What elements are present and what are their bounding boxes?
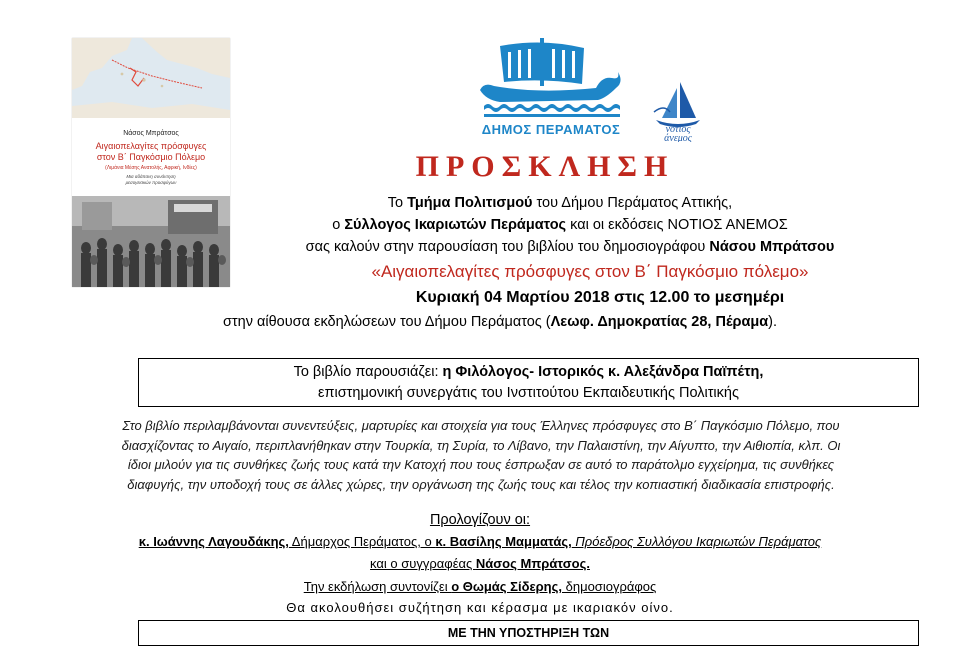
organizer-line-3: [250, 239, 890, 255]
speakers-line-2-prefix: και ο συγγραφέας: [370, 556, 476, 571]
organizer-line-2: [300, 217, 820, 233]
speakers-heading: Προλογίζουν οι:: [429, 512, 531, 528]
invitation-title: ΠΡΟΣΚΛΗΣΗ: [415, 150, 675, 183]
cover-subtitle: (Λιμάνια Μέσης Ανατολής, Αφρική, Ινδίες): [105, 165, 197, 171]
cover-title-line-1: Αιγαιοπελαγίτες πρόσφυγες: [95, 141, 207, 151]
description-line-1: Στο βιβλίο περιλαμβάνονται συνεντεύξεις, μαρτυρίες και στοιχεία για τους Έλληνες πρόσφυγες στο Β΄ Παγκόσμιο Πόλεμο, που: [122, 418, 840, 433]
speakers-line-2: [200, 556, 760, 571]
cover-map-image: [72, 38, 230, 118]
venue-prefix: στην αίθουσα εκδηλώσεων του Δήμου Περάματος (: [222, 314, 551, 330]
speaker-mayor-name: κ. Ιωάννης Λαγουδάκης,: [138, 534, 289, 549]
organizer-line-2-middle: και οι εκδόσεις: [566, 217, 668, 233]
presenter-line-1: [139, 364, 918, 380]
cover-note-line-1: Μια αδάπανη συνάντηση: [126, 174, 176, 179]
author-name: Νάσου Μπράτσου: [709, 239, 835, 255]
cover-title-line-2: στον Β΄ Παγκόσμιο Πόλεμο: [96, 152, 206, 162]
speaker-mayor-role: Δήμαρχος Περάματος, ο: [288, 534, 436, 549]
publisher-notios-anemos: ΝΟΤΙΟΣ ΑΝΕΜΟΣ: [667, 217, 788, 233]
cover-author: Νάσος Μπράτσος: [123, 130, 179, 137]
municipality-name: ΔΗΜΟΣ ΠΕΡΑΜΑΤΟΣ: [481, 122, 621, 137]
presenter-prefix: Το βιβλίο παρουσιάζει:: [293, 364, 443, 380]
cover-photo-image: [72, 196, 230, 287]
speaker-president-name: κ. Βασίλης Μαμματάς,: [435, 534, 572, 549]
book-description: [38, 416, 924, 494]
venue-suffix: ).: [768, 314, 778, 330]
ikarian-association: Σύλλογος Ικαριωτών Περάματος: [344, 217, 567, 233]
coordinator-prefix: Την εκδήλωση συντονίζει: [303, 579, 452, 594]
speakers-line-1: [40, 534, 920, 549]
organizer-line-3-prefix: σας καλούν στην παρουσίαση του βιβλίου του δημοσιογράφου: [305, 239, 710, 255]
coordinator-name: ο Θωμάς Σίδερης,: [451, 579, 562, 594]
book-cover: [72, 38, 230, 287]
presenter-box: [138, 358, 919, 407]
cover-note: [82, 174, 220, 186]
organizer-line-2-prefix: ο: [332, 217, 345, 233]
trireme-ship-logo: [478, 36, 624, 120]
support-box: [138, 620, 919, 646]
coordinator-line: [200, 579, 760, 594]
support-label: ΜΕ ΤΗΝ ΥΠΟΣΤΗΡΙΞΗ ΤΩΝ: [447, 626, 610, 640]
publisher-name-line-2: άνεμος: [664, 133, 692, 142]
speaker-author-name: Νάσος Μπράτσος.: [475, 556, 590, 571]
presenter-line-2: επιστημονική συνεργάτις του Ινστιτούτου Εκπαιδευτικής Πολιτικής: [318, 385, 739, 401]
coordinator-role: δημοσιογράφος: [562, 579, 657, 594]
cover-title: [76, 141, 226, 163]
discussion-note: Θα ακολουθήσει συζήτηση και κέρασμα με ικαριακόν οίνο.: [286, 600, 674, 615]
venue-address: Λεωφ. Δημοκρατίας 28, Πέραμα: [550, 314, 769, 330]
cover-note-line-2: μεσογειακών προσφύγων: [125, 180, 177, 185]
presenter-name: η Φιλόλογος- Ιστορικός κ. Αλεξάνδρα Παϊπέτη,: [442, 364, 764, 380]
organizer-line-1: [300, 195, 820, 211]
organizer-line-1-prefix: Το: [387, 195, 408, 211]
event-date: Κυριακή 04 Μαρτίου 2018 στις 12.00 το μεσημέρι: [415, 289, 785, 306]
description-line-4: διαφυγής, την υποδοχή τους σε άλλες χώρες, την οργάνωση της ζωής τους και τέλος την κοπιαστική διαδικασία επιστροφής.: [127, 476, 835, 492]
notios-anemos-logo: [650, 78, 706, 142]
description-line-3: ίδιοι μιλούν για τις συνθήκες ζωής τους κατά την Κατοχή που τους έσπρωξαν σε αυτό το παράτολμο εγχείρημα, τις συνθήκες: [127, 457, 835, 472]
event-venue: [100, 314, 900, 330]
book-title: «Αιγαιοπελαγίτες πρόσφυγες στον Β΄ Παγκόσμιο πόλεμο»: [371, 262, 809, 281]
culture-department: Τμήμα Πολιτισμού: [407, 195, 533, 211]
speaker-president-role: Πρόεδρος Συλλόγου Ικαριωτών Περάματος: [571, 534, 822, 549]
publisher-name-line-1: νότιος: [665, 124, 691, 135]
organizer-line-1-suffix: του Δήμου Περάματος Αττικής,: [532, 195, 733, 211]
description-line-2: διασχίζοντας το Αιγαίο, περιπλανήθηκαν στην Τουρκία, τη Συρία, το Λίβανο, την Παλαιστίνη, την Αίγυπτο, την Αιθιοπία, κλπ. Οι: [121, 437, 841, 453]
